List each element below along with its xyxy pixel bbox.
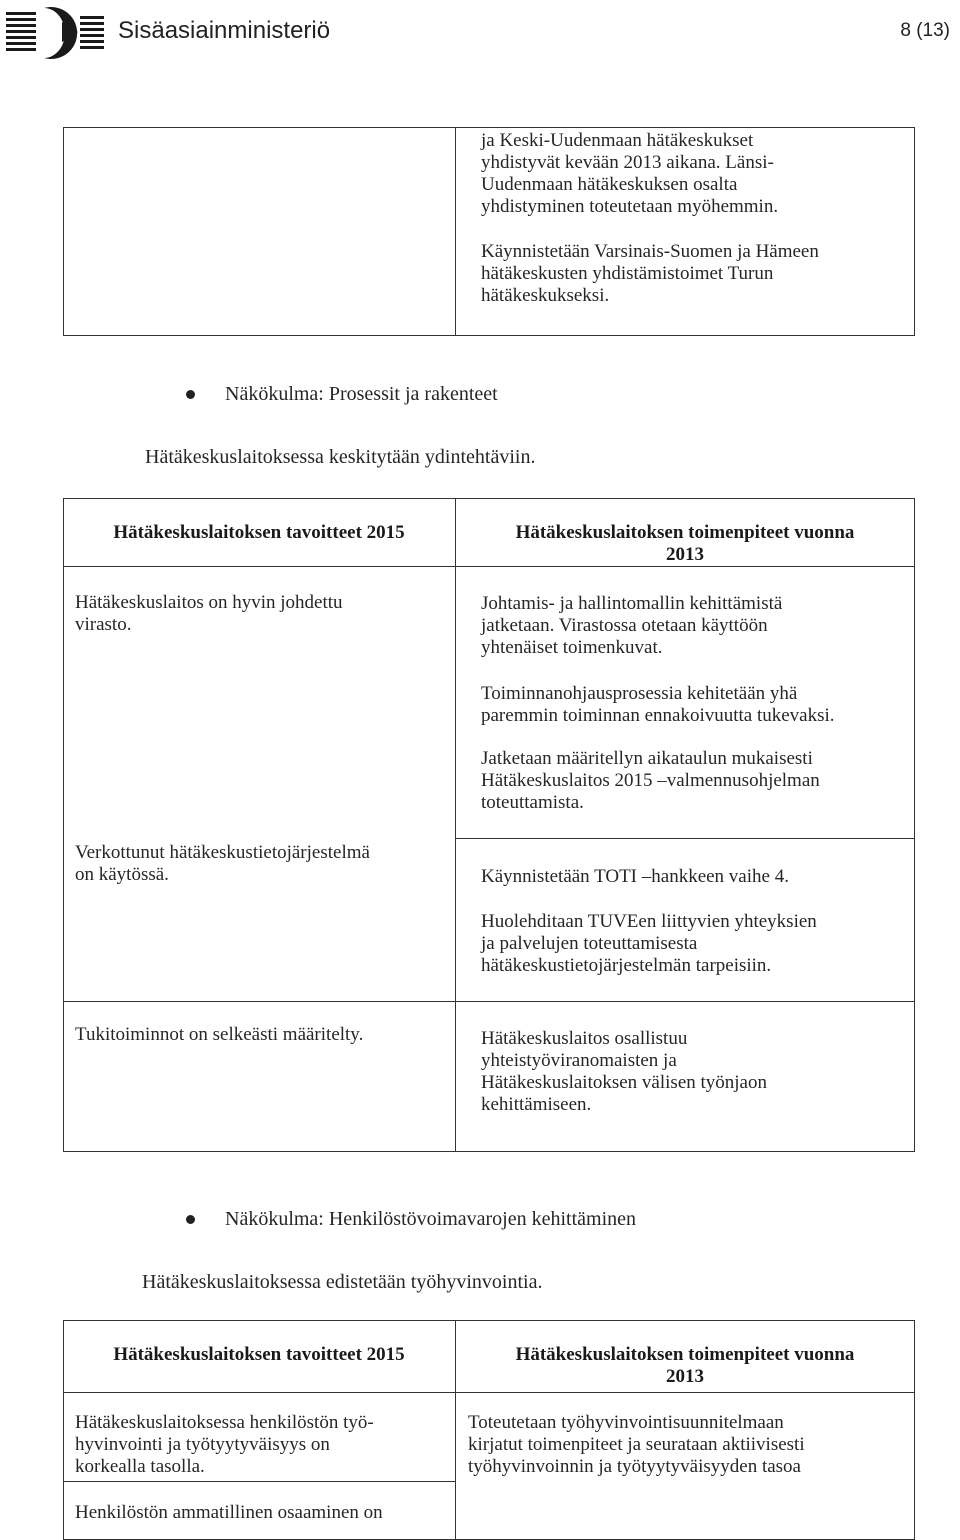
table1-row2-action-2: Huolehditaan TUVEen liittyvien yhteyksien ja palvelujen toteuttamisesta hätäkeskustietojärjestelmän tarpeisiin. — [481, 911, 817, 976]
section2-heading: Näkökulma: Henkilöstövoimavarojen kehittäminen — [225, 1208, 637, 1230]
ministry-logo-icon — [4, 2, 110, 62]
table2-row2-goal: Henkilöstön ammatillinen osaaminen on — [75, 1502, 383, 1523]
table1-row3-goal: Tukitoiminnot on selkeästi määritelty. — [75, 1024, 364, 1045]
section1-heading: Näkökulma: Prosessit ja rakenteet — [225, 383, 498, 405]
ministry-name: Sisäasiainministeriö — [118, 17, 331, 44]
table1-row1-action-2: Toiminnanohjausprosessia kehitetään yhä paremmin toiminnan ennakoivuutta tukevaksi. — [481, 683, 835, 726]
top-table-divider — [455, 127, 456, 336]
table2-row1-action: Toteutetaan työhyvinvointisuunnitelmaan kirjatut toimenpiteet ja seurataan aktiivisesti työhyvinvoinnin ja työtyytyväisyyden tasoa — [468, 1412, 805, 1477]
table2-header-actions: Hätäkeskuslaitoksen toimenpiteet vuonna 2013 — [515, 1344, 855, 1387]
table1-row2-goal: Verkottunut hätäkeskustietojärjestelmä on käytössä. — [75, 842, 370, 885]
table1-row3-action: Hätäkeskuslaitos osallistuu yhteistyöviranomaisten ja Hätäkeskuslaitoksen välisen työnjaon kehittämiseen. — [481, 1028, 767, 1115]
goals-table-1-divider — [455, 498, 456, 1152]
table1-header-actions: Hätäkeskuslaitoksen toimenpiteet vuonna 2013 — [515, 522, 855, 565]
page-header — [0, 0, 960, 64]
table1-row1-action-1: Johtamis- ja hallintomallin kehittämistä jatketaan. Virastossa otetaan käyttöön yhtenäiset toimenkuvat. — [481, 593, 783, 658]
table1-row2-action-1: Käynnistetään TOTI –hankkeen vaihe 4. — [481, 866, 789, 887]
top-table-paragraph-2: Käynnistetään Varsinais-Suomen ja Hämeen hätäkeskusten yhdistämistoimet Turun hätäkeskukseksi. — [481, 241, 819, 306]
goals-table-2-header-rule — [63, 1392, 915, 1393]
goals-table-2-row-rule — [63, 1481, 455, 1482]
section1-intro: Hätäkeskuslaitoksessa keskitytään ydintehtäviin. — [145, 446, 536, 468]
bullet-dot — [186, 1215, 195, 1224]
table1-row1-goal: Hätäkeskuslaitos on hyvin johdettu virasto. — [75, 592, 343, 635]
table2-row1-goal: Hätäkeskuslaitoksessa henkilöstön työ- hyvinvointi ja työtyytyväisyys on korkealla tasolla. — [75, 1412, 374, 1477]
top-table-paragraph-1: ja Keski-Uudenmaan hätäkeskukset yhdistyvät kevään 2013 aikana. Länsi- Uudenmaan hätäkeskuksen osalta yhdistyminen toteutetaan myöhemmin. — [481, 130, 779, 217]
goals-table-1-row-rule-1 — [455, 838, 915, 839]
goals-table-1-header-rule — [63, 566, 915, 567]
section2-intro: Hätäkeskuslaitoksessa edistetään työhyvinvointia. — [142, 1271, 543, 1293]
table1-row1-action-3: Jatketaan määritellyn aikataulun mukaisesti Hätäkeskuslaitos 2015 –valmennusohjelman toteuttamista. — [481, 748, 820, 813]
page-number: 8 (13) — [900, 20, 950, 41]
bullet-dot — [186, 390, 195, 399]
goals-table-1-row-rule-2 — [63, 1001, 915, 1002]
table1-header-goals: Hätäkeskuslaitoksen tavoitteet 2015 — [113, 522, 405, 543]
table2-header-goals: Hätäkeskuslaitoksen tavoitteet 2015 — [113, 1344, 405, 1365]
